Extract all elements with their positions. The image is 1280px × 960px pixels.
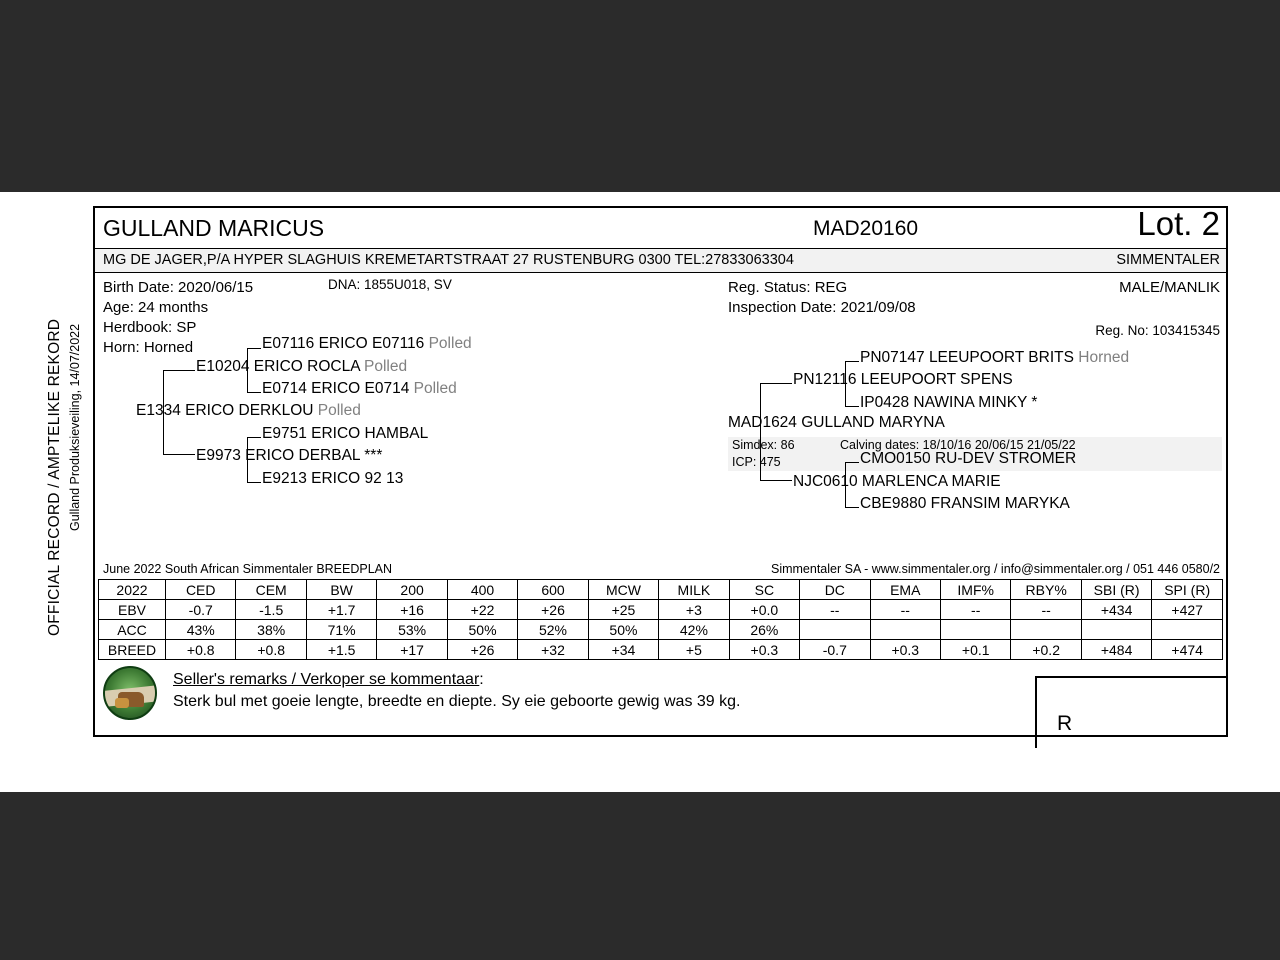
- table-cell: --: [940, 600, 1010, 620]
- animal-id: MAD20160: [813, 217, 919, 240]
- breeder-bar: [95, 249, 1226, 273]
- table-cell: -1.5: [236, 600, 306, 620]
- price-signature-box: [1035, 676, 1228, 748]
- table-cell: --: [800, 600, 870, 620]
- table-cell: [1152, 620, 1223, 640]
- lot-number: Lot. 2: [1137, 205, 1220, 242]
- age: Age: 24 months: [103, 299, 209, 316]
- table-cell: [940, 620, 1010, 640]
- sire-gen3a-name: E07116 ERICO E07116: [262, 335, 425, 352]
- table-cell: 42%: [659, 620, 729, 640]
- dam-gen3b: [860, 394, 1037, 412]
- table-cell: +1.7: [306, 600, 376, 620]
- sire-gen1: [136, 402, 361, 420]
- breedplan-source: June 2022 South African Simmentaler BREEDPLAN: [103, 562, 393, 576]
- dam-bracket-gen1: [760, 383, 761, 480]
- row-label: EBV: [99, 600, 166, 620]
- sire-gen3b: [262, 380, 457, 398]
- table-cell: 26%: [729, 620, 799, 640]
- column-header: 400: [447, 580, 517, 600]
- dam-link-gen2a: [760, 383, 792, 384]
- dam-link-gen3c: [845, 462, 859, 463]
- card-header: [95, 205, 1226, 249]
- sire-link-gen2b: [163, 454, 195, 455]
- column-header: SBI (R): [1081, 580, 1151, 600]
- table-cell: +34: [588, 640, 658, 660]
- table-cell: --: [870, 600, 940, 620]
- registration-number: Reg. No: 103415345: [1095, 323, 1220, 338]
- table-cell: [1081, 620, 1151, 640]
- sire-gen3b-tag: Polled: [413, 380, 457, 397]
- dam-calving-dates: Calving dates: 18/10/16 20/06/15 21/05/22: [840, 438, 1076, 452]
- dam-gen3a-tag: Horned: [1078, 349, 1130, 366]
- table-row: [99, 640, 1223, 660]
- breeder-address: MG DE JAGER,P/A HYPER SLAGHUIS KREMETARTSTRAAT 27 RUSTENBURG 0300 TEL:27833063304: [103, 252, 794, 268]
- remarks-section: [95, 660, 1226, 746]
- table-cell: 50%: [447, 620, 517, 640]
- simmentaler-logo-icon: [103, 666, 157, 720]
- table-cell: +32: [518, 640, 588, 660]
- table-cell: 52%: [518, 620, 588, 640]
- sire-gen3a-tag: Polled: [428, 335, 472, 352]
- sire-gen1-name: E1334 ERICO DERKLOU: [136, 402, 314, 419]
- sire-gen3d: [262, 470, 403, 488]
- column-header: 600: [518, 580, 588, 600]
- dam-bracket-gen2b: [845, 462, 846, 507]
- table-cell: +16: [377, 600, 447, 620]
- dam-gen3d: [860, 495, 1070, 513]
- table-cell: +474: [1152, 640, 1223, 660]
- horn-status: Horn: Horned: [103, 339, 194, 356]
- sire-link-gen3c: [247, 437, 261, 438]
- breed-name: SIMMENTALER: [1116, 252, 1220, 268]
- column-header: SPI (R): [1152, 580, 1223, 600]
- official-record-label: OFFICIAL RECORD / AMPTELIKE REKORD: [46, 318, 63, 636]
- table-header-row: [99, 580, 1223, 600]
- table-cell: +22: [447, 600, 517, 620]
- column-header: BW: [306, 580, 376, 600]
- table-cell: 43%: [166, 620, 236, 640]
- column-header: EMA: [870, 580, 940, 600]
- dam-bracket-gen2a: [845, 361, 846, 406]
- dam-gen3a: [860, 349, 1129, 367]
- sire-gen1-tag: Polled: [317, 402, 361, 419]
- sire-gen3b-name: E0714 ERICO E0714: [262, 380, 410, 397]
- dam-gen2a-name: PN12116 LEEUPOORT SPENS: [793, 371, 1013, 388]
- table-cell: +26: [518, 600, 588, 620]
- animal-record-card: [93, 206, 1228, 737]
- column-header: SC: [729, 580, 799, 600]
- sire-link-gen3a: [247, 348, 261, 349]
- dam-gen3b-name: IP0428 NAWINA MINKY *: [860, 394, 1038, 411]
- table-cell: 53%: [377, 620, 447, 640]
- table-cell: -0.7: [800, 640, 870, 660]
- table-cell: 50%: [588, 620, 658, 640]
- sire-link-gen3b: [247, 392, 261, 393]
- remarks-text: Sterk bul met goeie lengte, breedte en diepte. Sy eie geboorte gewig was 39 kg.: [173, 693, 741, 710]
- animal-name: GULLAND MARICUS: [103, 215, 325, 241]
- column-header: RBY%: [1011, 580, 1081, 600]
- sire-bracket-gen2a: [247, 348, 248, 392]
- birth-date: Birth Date: 2020/06/15: [103, 279, 254, 296]
- herdbook: Herdbook: SP: [103, 319, 197, 336]
- sire-gen3a: [262, 335, 472, 353]
- dam-gen3c-name: CMO0150 RU-DEV STROMER: [860, 450, 1077, 467]
- sire-link-gen2a: [163, 370, 195, 371]
- table-cell: +484: [1081, 640, 1151, 660]
- table-row: [99, 600, 1223, 620]
- table-cell: +1.5: [306, 640, 376, 660]
- breedplan-contact: Simmentaler SA - www.simmentaler.org / info@simmentaler.org / 051 446 0580/2: [770, 562, 1220, 576]
- dam-simdex: Simdex: 86: [732, 438, 795, 452]
- table-cell: [800, 620, 870, 640]
- table-cell: --: [1011, 600, 1081, 620]
- currency-prefix: R: [1057, 712, 1073, 735]
- table-cell: +0.2: [1011, 640, 1081, 660]
- table-cell: +17: [377, 640, 447, 660]
- dam-link-gen3b: [845, 406, 859, 407]
- inspection-date: Inspection Date: 2021/09/08: [728, 299, 916, 316]
- remarks-title: [173, 671, 484, 689]
- sire-link-gen3d: [247, 482, 261, 483]
- column-header: 200: [377, 580, 447, 600]
- column-header: 2022: [99, 580, 166, 600]
- sire-gen3c-name: E9751 ERICO HAMBAL: [262, 425, 429, 442]
- breedplan-caption: [95, 562, 1226, 579]
- sire-gen2b-name: E9973 ERICO DERBAL ***: [196, 447, 383, 464]
- column-header: IMF%: [940, 580, 1010, 600]
- column-header: MILK: [659, 580, 729, 600]
- table-cell: +5: [659, 640, 729, 660]
- column-header: DC: [800, 580, 870, 600]
- table-cell: +0.0: [729, 600, 799, 620]
- table-cell: 71%: [306, 620, 376, 640]
- table-cell: +0.8: [166, 640, 236, 660]
- table-cell: +3: [659, 600, 729, 620]
- table-cell: -0.7: [166, 600, 236, 620]
- dam-gen3d-name: CBE9880 FRANSIM MARYKA: [860, 495, 1070, 512]
- registration-status: Reg. Status: REG: [728, 279, 848, 296]
- logo-calf-shape: [115, 698, 129, 708]
- table-cell: +25: [588, 600, 658, 620]
- dam-gen2b: [793, 473, 1001, 491]
- dam-link-gen3d: [845, 507, 859, 508]
- dam-link-gen2b: [760, 480, 792, 481]
- dam-gen2b-name: NJC0610 MARLENCA MARIE: [793, 473, 1001, 490]
- dam-link-gen3a: [845, 361, 859, 362]
- table-cell: [1011, 620, 1081, 640]
- dam-gen3c: [860, 450, 1076, 468]
- sire-gen2b: [196, 447, 382, 465]
- sire-gen3d-name: E9213 ERICO 92 13: [262, 470, 404, 487]
- sire-gen3c: [262, 425, 428, 443]
- column-header: MCW: [588, 580, 658, 600]
- breedplan-table: [98, 579, 1223, 660]
- sire-gen2a-tag: Polled: [364, 358, 408, 375]
- table-cell: +0.3: [870, 640, 940, 660]
- table-row: [99, 620, 1223, 640]
- table-cell: [870, 620, 940, 640]
- column-header: CED: [166, 580, 236, 600]
- table-cell: +0.3: [729, 640, 799, 660]
- sire-bracket-gen2b: [247, 437, 248, 482]
- price-write-in-line[interactable]: [1081, 736, 1221, 737]
- table-cell: +26: [447, 640, 517, 660]
- table-cell: +0.8: [236, 640, 306, 660]
- sire-gen2a: [196, 358, 407, 376]
- auction-label: Gulland Produksieveiling, 14/07/2022: [68, 323, 82, 531]
- dam-gen3a-name: PN07147 LEEUPOORT BRITS: [860, 349, 1074, 366]
- table-cell: +434: [1081, 600, 1151, 620]
- dna-info: DNA: 1855U018, SV: [328, 277, 452, 292]
- sire-bracket-gen1: [163, 370, 164, 454]
- remarks-title-text: Seller's remarks / Verkoper se kommentaar: [173, 671, 480, 688]
- remarks-title-suffix: :: [479, 671, 484, 688]
- table-cell: +0.1: [940, 640, 1010, 660]
- dam-icp: ICP: 475: [732, 455, 781, 469]
- dam-gen2a: [793, 371, 1013, 389]
- sire-gen2a-name: E10204 ERICO ROCLA: [196, 358, 360, 375]
- sex: MALE/MANLIK: [1119, 279, 1220, 296]
- table-cell: 38%: [236, 620, 306, 640]
- row-label: ACC: [99, 620, 166, 640]
- table-cell: +427: [1152, 600, 1223, 620]
- column-header: CEM: [236, 580, 306, 600]
- dam-gen1-name: MAD1624 GULLAND MARYNA: [728, 414, 945, 431]
- row-label: BREED: [99, 640, 166, 660]
